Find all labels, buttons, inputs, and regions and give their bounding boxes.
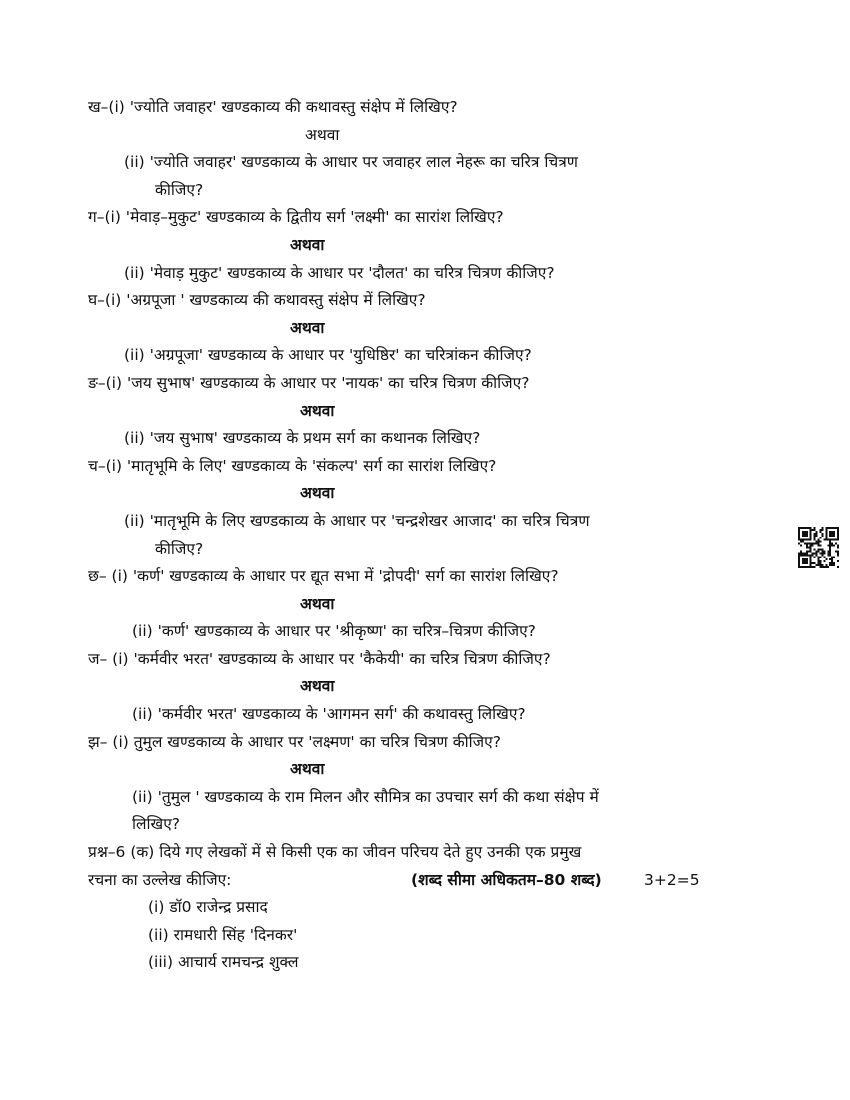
word-limit: (शब्द सीमा अधिकतम–80 शब्द) [411, 870, 602, 889]
question-ja-ii: (ii) 'कर्मवीर भरत' खण्डकाव्य के 'आगमन सर्ग' की कथावस्तु लिखिए? [132, 705, 526, 724]
or-label: अथवा [290, 235, 325, 254]
question-jha-ii: (ii) 'तुमुल ' खण्डकाव्य के राम मिलन और सौमित्र का उपचार सर्ग की कथा संक्षेप में [132, 787, 599, 806]
or-label: अथवा [290, 318, 325, 337]
question-cha-i: च–(i) 'मातृभूमि के लिए' खण्डकाव्य के 'संकल्प' सर्ग का सारांश लिखिए? [88, 456, 497, 475]
or-label: अथवा [290, 760, 325, 779]
question-jha-ii-cont: लिखिए? [132, 815, 181, 834]
question-chha-i: छ– (i) 'कर्ण' खण्डकाव्य के आधार पर द्यूत सभा में 'द्रोपदी' सर्ग का सारांश लिखिए? [88, 567, 559, 586]
qr-code-icon [798, 527, 839, 568]
or-label: अथवा [300, 594, 335, 613]
question-kha-ii: (ii) 'ज्योति जवाहर' खण्डकाव्य के आधार पर जवाहर लाल नेहरू का चरित्र चित्रण [124, 153, 578, 172]
question-chha-ii: (ii) 'कर्ण' खण्डकाव्य के आधार पर 'श्रीकृष्ण' का चरित्र–चित्रण कीजिए? [132, 622, 536, 641]
question-6-ka-cont [0, 867, 850, 895]
question-nga-i: ङ–(i) 'जय सुभाष' खण्डकाव्य के आधार पर 'नायक' का चरित्र चित्रण कीजिए? [88, 373, 530, 392]
question-cha-ii-cont: कीजिए? [155, 539, 204, 558]
question-cha-ii: (ii) 'मातृभूमि के लिए खण्डकाव्य के आधार पर 'चन्द्रशेखर आजाद' का चरित्र चित्रण [124, 511, 590, 530]
question-gha-i: घ–(i) 'अग्रपूजा ' खण्डकाव्य की कथावस्तु संक्षेप में लिखिए? [88, 291, 426, 310]
option-1: (i) डॉ0 राजेन्द्र प्रसाद [148, 898, 268, 917]
or-label: अथवा [300, 484, 335, 503]
question-page [0, 94, 850, 977]
question-kha-i: ख–(i) 'ज्योति जवाहर' खण्डकाव्य की कथावस्तु संक्षेप में लिखिए? [88, 98, 458, 116]
question-ga-i: ग–(i) 'मेवाड़–मुकुट' खण्डकाव्य के द्वितीय सर्ग 'लक्ष्मी' का सारांश लिखिए? [88, 208, 504, 227]
question-jha-i: झ– (i) तुमुल खण्डकाव्य के आधार पर 'लक्ष्मण' का चरित्र चित्रण कीजिए? [88, 732, 501, 751]
question-ga-ii: (ii) 'मेवाड़ मुकुट' खण्डकाव्य के आधार पर 'दौलत' का चरित्र चित्रण कीजिए? [124, 263, 555, 282]
or-label: अथवा [305, 125, 340, 144]
question-6-ka-text: रचना का उल्लेख कीजिए: [88, 870, 232, 889]
or-label: अथवा [300, 677, 335, 696]
option-3: (iii) आचार्य रामचन्द्र शुक्ल [148, 953, 299, 972]
option-2: (ii) रामधारी सिंह 'दिनकर' [148, 925, 298, 944]
marks: 3+2=5 [644, 870, 700, 889]
question-kha-ii-cont: कीजिए? [155, 180, 204, 199]
question-6-ka: प्रश्न–6 (क) दिये गए लेखकों में से किसी एक का जीवन परिचय देते हुए उनकी एक प्रमुख [88, 843, 582, 862]
question-gha-ii: (ii) 'अग्रपूजा' खण्डकाव्य के आधार पर 'युधिष्ठिर' का चरित्रांकन कीजिए? [124, 346, 532, 365]
question-nga-ii: (ii) 'जय सुभाष' खण्डकाव्य के प्रथम सर्ग का कथानक लिखिए? [124, 429, 481, 448]
question-ja-i: ज– (i) 'कर्मवीर भरत' खण्डकाव्य के आधार पर 'कैकेयी' का चरित्र चित्रण कीजिए? [88, 649, 551, 668]
or-label: अथवा [300, 401, 335, 420]
